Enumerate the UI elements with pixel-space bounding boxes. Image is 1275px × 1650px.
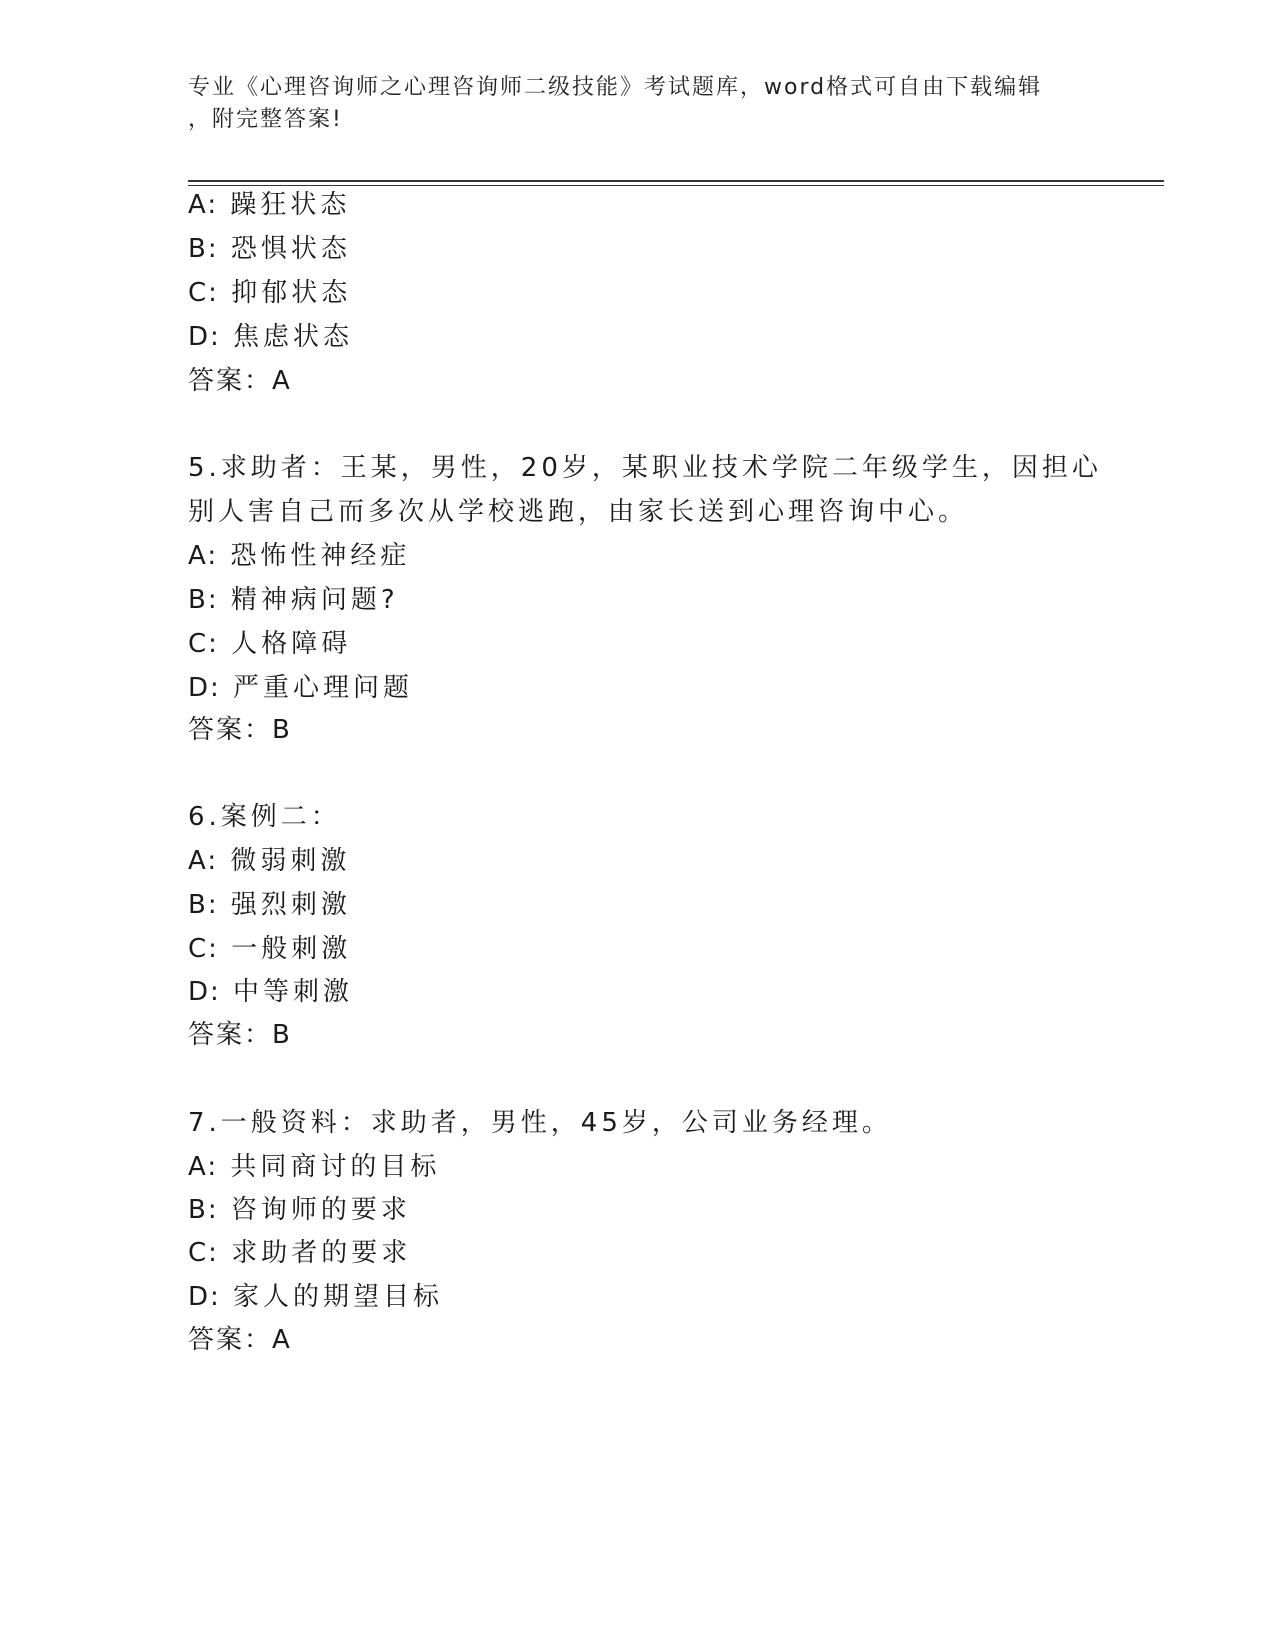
header-title-line1: 专业《心理咨询师之心理咨询师二级技能》考试题库，word格式可自由下载编辑 (188, 75, 1043, 100)
q7-stem-line1: 7.一般资料：求助者，男性，45岁，公司业务经理。 (188, 1108, 892, 1138)
q7-option-a: A: 共同商讨的目标 (188, 1152, 441, 1182)
q5-option-c: C: 人格障碍 (188, 629, 352, 659)
q5-option-b: B: 精神病问题? (188, 585, 399, 615)
q6-option-b: B: 强烈刺激 (188, 890, 351, 920)
q6-option-c: C: 一般刺激 (188, 934, 352, 964)
header-divider-thin (188, 185, 1164, 186)
q6-answer: 答案：B (188, 1020, 292, 1050)
q4-answer: 答案：A (188, 366, 292, 396)
q4-option-c: C: 抑郁状态 (188, 278, 352, 308)
q7-answer: 答案：A (188, 1325, 292, 1355)
q7-option-c: C: 求助者的要求 (188, 1238, 412, 1268)
q5-option-d: D: 严重心理问题 (188, 673, 414, 703)
q5-stem-line2: 别人害自己而多次从学校逃跑，由家长送到心理咨询中心。 (188, 497, 969, 527)
q4-option-b: B: 恐惧状态 (188, 234, 351, 264)
q6-stem-line1: 6.案例二： (188, 802, 341, 832)
q4-option-a: A: 躁狂状态 (188, 190, 351, 220)
header-divider-thick (188, 180, 1164, 182)
q6-option-d: D: 中等刺激 (188, 977, 354, 1007)
document-header (188, 72, 1088, 136)
q4-option-d: D: 焦虑状态 (188, 322, 354, 352)
q5-answer: 答案：B (188, 715, 292, 745)
q5-option-a: A: 恐怖性神经症 (188, 541, 411, 571)
q6-option-a: A: 微弱刺激 (188, 846, 351, 876)
q7-option-b: B: 咨询师的要求 (188, 1195, 411, 1225)
header-title-line2: ，附完整答案! (188, 107, 343, 132)
q7-option-d: D: 家人的期望目标 (188, 1282, 444, 1312)
q5-stem-line1: 5.求助者：王某，男性，20岁，某职业技术学院二年级学生，因担心 (188, 453, 1102, 483)
